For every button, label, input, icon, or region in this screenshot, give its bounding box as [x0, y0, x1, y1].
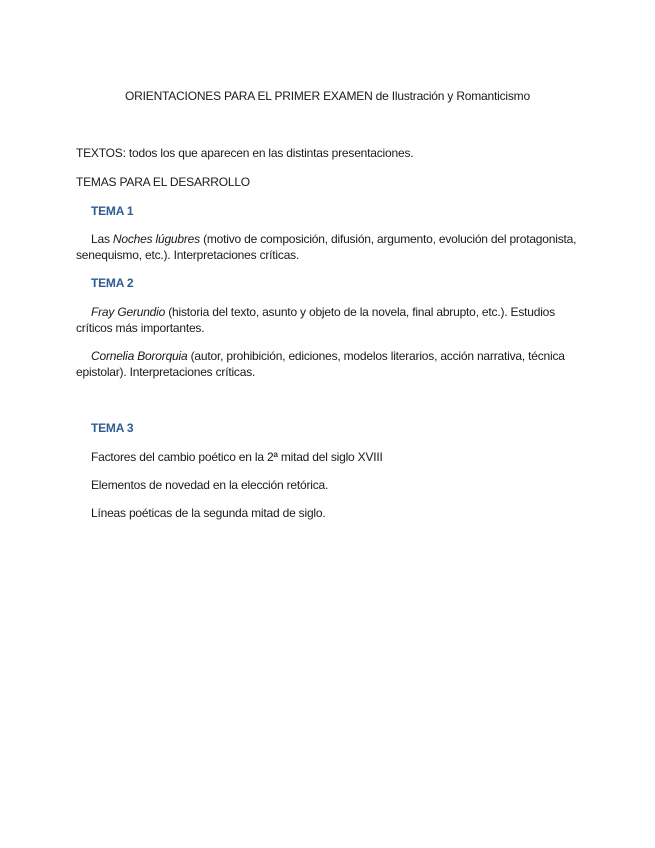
tema2-heading: TEMA 2: [91, 276, 134, 290]
text: Las: [91, 232, 113, 246]
textos-line: TEXTOS: todos los que aparecen en las distintas presentaciones.: [76, 146, 414, 160]
tema3-heading: TEMA 3: [91, 421, 134, 435]
tema2-paragraph-1: [76, 305, 578, 336]
work-title: Cornelia Bororquia: [91, 349, 188, 363]
work-title: Noches lúgubres: [112, 232, 200, 246]
tema3-item: Elementos de novedad en la elección retórica.: [91, 478, 329, 492]
tema1-paragraph: [76, 232, 578, 263]
text: (autor, prohibición, ediciones, modelos literarios, acción narrativa, técnica epistolar). Interpretaciones críticas.: [76, 349, 565, 379]
tema3-item: Factores del cambio poético en la 2ª mitad del siglo XVIII: [91, 450, 383, 464]
tema2-paragraph-2: [76, 349, 578, 380]
work-title: Fray Gerundio: [91, 305, 166, 319]
temas-heading: TEMAS PARA EL DESARROLLO: [76, 175, 250, 189]
document-title: ORIENTACIONES PARA EL PRIMER EXAMEN de Ilustración y Romanticismo: [125, 89, 530, 103]
text: (historia del texto, asunto y objeto de la novela, final abrupto, etc.). Estudios críticos más importantes.: [76, 305, 555, 335]
text: (motivo de composición, difusión, argumento, evolución del protagonista, senequismo, etc.). Interpretaciones críticas.: [76, 232, 577, 262]
tema3-item: Líneas poéticas de la segunda mitad de siglo.: [91, 506, 326, 520]
tema1-heading: TEMA 1: [91, 204, 134, 218]
